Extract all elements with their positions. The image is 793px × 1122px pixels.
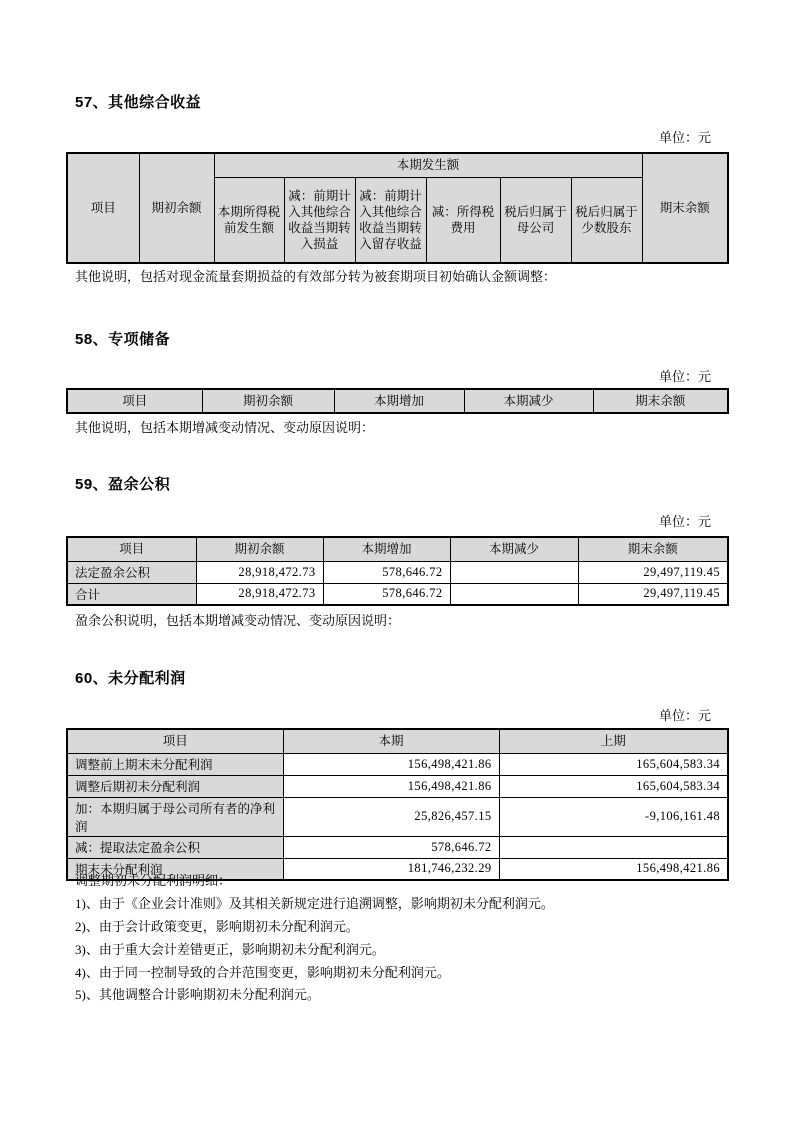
section-57-note: 其他说明，包括对现金流量套期损益的有效部分转为被套期项目初始确认金额调整： bbox=[75, 269, 557, 284]
adjustment-detail-item-1: 1)、由于《企业会计准则》及其相关新规定进行追溯调整，影响期初未分配利润元。 bbox=[75, 896, 554, 911]
adjustment-detail-title: 调整期初未分配利润明细： bbox=[75, 873, 232, 888]
header-opening-balance: 期初余额 bbox=[202, 389, 334, 413]
header-closing-balance: 期末余额 bbox=[593, 389, 728, 413]
value-cell: 29,497,119.45 bbox=[578, 561, 728, 583]
section-60-title: 60、未分配利润 bbox=[75, 670, 186, 687]
header-after-tax-minority: 税后归属于少数股东 bbox=[571, 177, 642, 263]
value-cell: 578,646.72 bbox=[283, 836, 499, 858]
table-row bbox=[67, 775, 728, 797]
header-item: 项目 bbox=[67, 153, 139, 263]
value-cell bbox=[499, 836, 728, 858]
row-label: 调整后期初未分配利润 bbox=[67, 775, 283, 797]
row-label: 减：提取法定盈余公积 bbox=[67, 836, 283, 858]
unit-label-59: 单位：元 bbox=[658, 514, 711, 529]
header-less-transfer-to-profit-loss: 减：前期计入其他综合收益当期转入损益 bbox=[284, 177, 355, 263]
header-opening-balance: 期初余额 bbox=[139, 153, 214, 263]
header-closing-balance: 期末余额 bbox=[642, 153, 728, 263]
header-pretax-amount: 本期所得税前发生额 bbox=[214, 177, 284, 263]
header-current-period: 本期 bbox=[283, 729, 499, 753]
value-cell bbox=[450, 561, 578, 583]
value-cell bbox=[450, 583, 578, 605]
value-cell: 156,498,421.86 bbox=[283, 775, 499, 797]
header-increase: 本期增加 bbox=[334, 389, 464, 413]
header-less-income-tax: 减：所得税费用 bbox=[426, 177, 500, 263]
row-label: 调整前上期末未分配利润 bbox=[67, 753, 283, 775]
value-cell: 578,646.72 bbox=[323, 561, 450, 583]
undistributed-profit-table bbox=[66, 728, 729, 881]
value-cell: -9,106,161.48 bbox=[499, 797, 728, 836]
surplus-reserve-table bbox=[66, 536, 729, 606]
value-cell: 25,826,457.15 bbox=[283, 797, 499, 836]
value-cell: 29,497,119.45 bbox=[578, 583, 728, 605]
unit-label-57: 单位：元 bbox=[658, 130, 711, 145]
table-row bbox=[67, 583, 728, 605]
header-less-transfer-to-retained-earnings: 减：前期计入其他综合收益当期转入留存收益 bbox=[355, 177, 426, 263]
header-increase: 本期增加 bbox=[323, 537, 450, 561]
adjustment-detail-item-4: 4)、由于同一控制导致的合并范围变更，影响期初未分配利润元。 bbox=[75, 965, 450, 980]
header-prior-period: 上期 bbox=[499, 729, 728, 753]
table-row bbox=[67, 753, 728, 775]
value-cell: 181,746,232.29 bbox=[283, 858, 499, 880]
section-58-note: 其他说明，包括本期增减变动情况、变动原因说明： bbox=[75, 420, 375, 435]
header-opening-balance: 期初余额 bbox=[196, 537, 323, 561]
table-row bbox=[67, 836, 728, 858]
header-closing-balance: 期末余额 bbox=[578, 537, 728, 561]
header-item: 项目 bbox=[67, 389, 202, 413]
value-cell: 28,918,472.73 bbox=[196, 583, 323, 605]
header-current-period-group: 本期发生额 bbox=[214, 153, 642, 177]
unit-label-58: 单位：元 bbox=[658, 369, 711, 384]
row-label: 加：本期归属于母公司所有者的净利润 bbox=[67, 797, 283, 836]
section-59-title: 59、盈余公积 bbox=[75, 476, 171, 493]
other-comprehensive-income-table bbox=[66, 152, 729, 264]
adjustment-detail-item-3: 3)、由于重大会计差错更正，影响期初未分配利润元。 bbox=[75, 942, 385, 957]
table-row bbox=[67, 561, 728, 583]
header-decrease: 本期减少 bbox=[450, 537, 578, 561]
row-label: 合计 bbox=[67, 583, 196, 605]
value-cell: 165,604,583.34 bbox=[499, 753, 728, 775]
value-cell: 156,498,421.86 bbox=[499, 858, 728, 880]
header-decrease: 本期减少 bbox=[464, 389, 593, 413]
header-item: 项目 bbox=[67, 537, 196, 561]
section-59-note: 盈余公积说明，包括本期增减变动情况、变动原因说明： bbox=[75, 613, 401, 628]
header-after-tax-parent: 税后归属于母公司 bbox=[500, 177, 571, 263]
adjustment-detail-item-2: 2)、由于会计政策变更，影响期初未分配利润元。 bbox=[75, 919, 359, 934]
section-58-title: 58、专项储备 bbox=[75, 331, 171, 348]
row-label: 期末未分配利润 bbox=[67, 858, 283, 880]
table-row bbox=[67, 797, 728, 836]
adjustment-detail-item-5: 5)、其他调整合计影响期初未分配利润元。 bbox=[75, 987, 320, 1002]
value-cell: 156,498,421.86 bbox=[283, 753, 499, 775]
section-57-title: 57、其他综合收益 bbox=[75, 94, 202, 111]
row-label: 法定盈余公积 bbox=[67, 561, 196, 583]
special-reserves-table bbox=[66, 388, 729, 414]
unit-label-60: 单位：元 bbox=[658, 708, 711, 723]
value-cell: 165,604,583.34 bbox=[499, 775, 728, 797]
value-cell: 28,918,472.73 bbox=[196, 561, 323, 583]
value-cell: 578,646.72 bbox=[323, 583, 450, 605]
header-item: 项目 bbox=[67, 729, 283, 753]
